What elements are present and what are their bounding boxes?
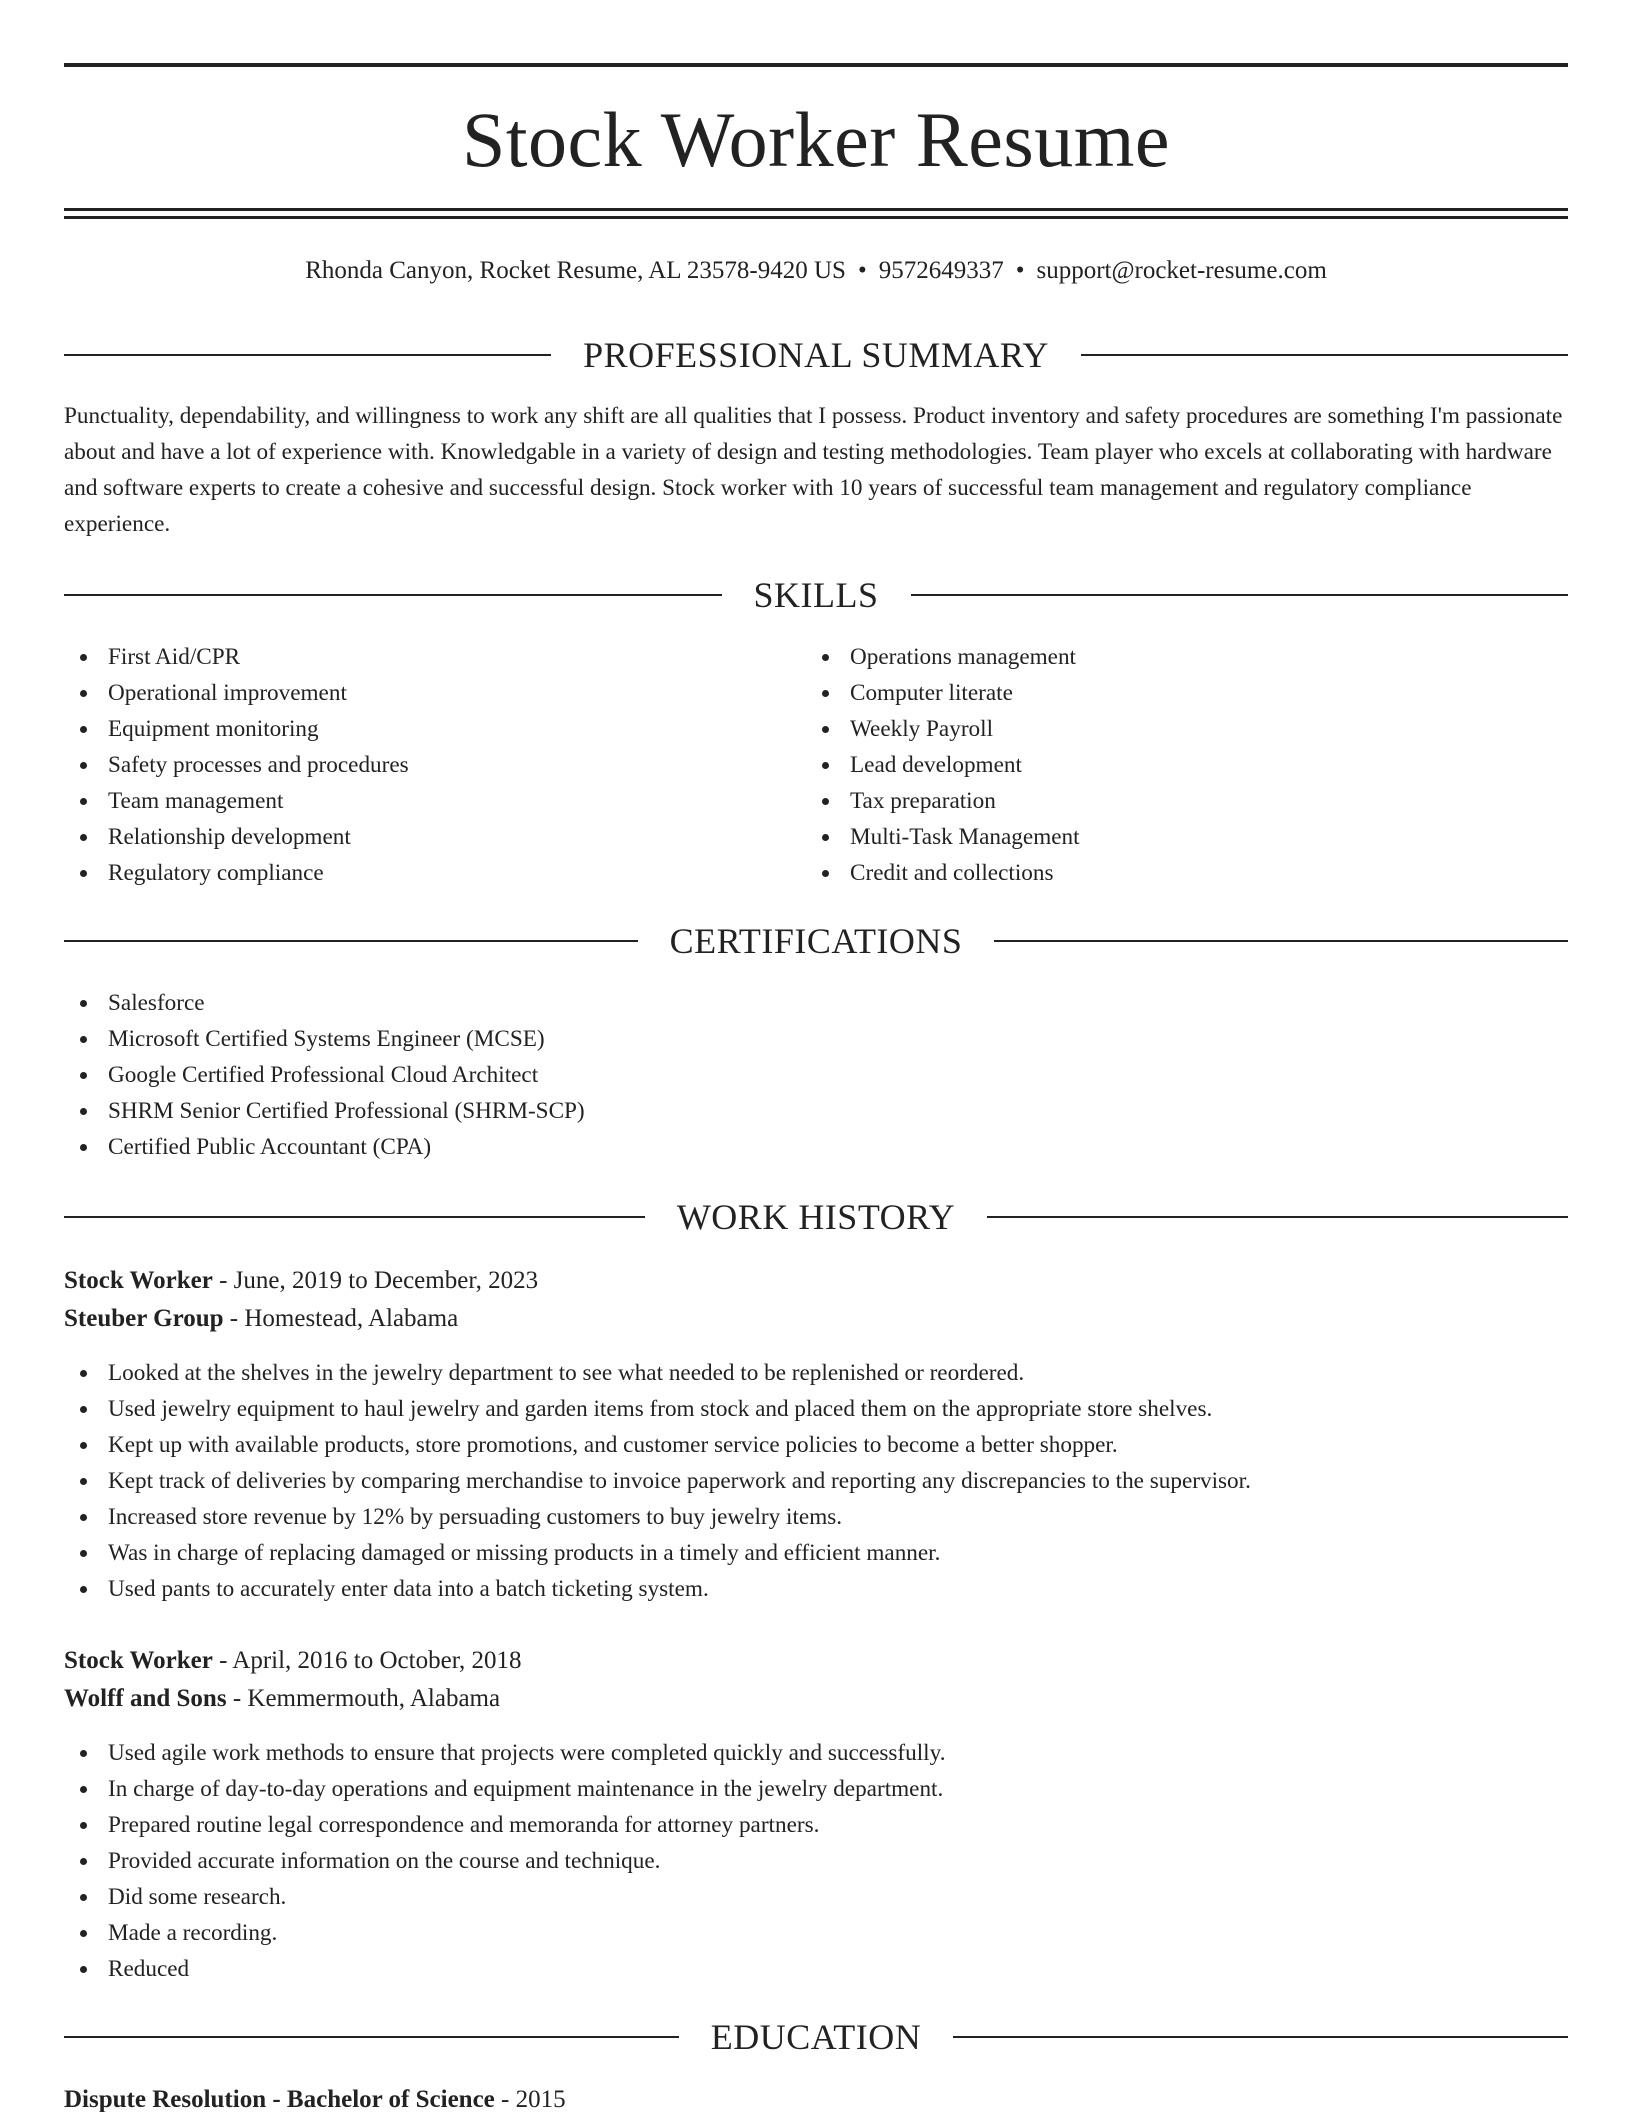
job-company-line — [64, 1681, 500, 1717]
job-duty-item: Kept up with available products, store promotions, and customer service policies to become a better shopper. — [64, 1427, 1251, 1463]
job-company: Wolff and Sons — [64, 1685, 227, 1712]
heading-rule — [911, 594, 1569, 596]
certification-item: Google Certified Professional Cloud Architect — [64, 1057, 585, 1093]
skill-item: Relationship development — [64, 819, 409, 855]
section-title: PROFESSIONAL SUMMARY — [583, 335, 1049, 375]
heading-rule — [987, 1216, 1568, 1218]
resume-page — [64, 0, 1568, 2112]
contact-address: Rhonda Canyon, Rocket Resume, AL 23578-9420 US — [305, 257, 846, 284]
title-rule-lower — [64, 216, 1568, 219]
skill-item: Operational improvement — [64, 675, 409, 711]
skill-item: Lead development — [806, 747, 1080, 783]
skill-item: First Aid/CPR — [64, 639, 409, 675]
job-duty-item: Prepared routine legal correspondence and memoranda for attorney partners. — [64, 1807, 946, 1843]
job-title: Stock Worker — [64, 1647, 213, 1674]
certification-item: Microsoft Certified Systems Engineer (MCSE) — [64, 1021, 585, 1057]
job-duties-list — [64, 1355, 1251, 1607]
skills-list-right — [806, 639, 1080, 891]
section-heading-work-history — [64, 1197, 1568, 1237]
top-rule — [64, 63, 1568, 67]
skill-item: Safety processes and procedures — [64, 747, 409, 783]
job-location: - Kemmermouth, Alabama — [226, 1685, 501, 1712]
job-duty-item: Kept track of deliveries by comparing merchandise to invoice paperwork and reporting any discrepancies to the supervisor. — [64, 1463, 1251, 1499]
skill-item: Team management — [64, 783, 409, 819]
job-duty-item: Used agile work methods to ensure that projects were completed quickly and successfully. — [64, 1735, 946, 1771]
section-heading-skills — [64, 575, 1568, 615]
education-degree: Dispute Resolution - Bachelor of Science — [64, 2086, 495, 2112]
job-title-line — [64, 1643, 522, 1679]
skill-item: Multi-Task Management — [806, 819, 1080, 855]
job-title-line — [64, 1263, 538, 1299]
contact-phone: 9572649337 — [878, 257, 1004, 284]
section-heading-summary — [64, 335, 1568, 375]
skill-item: Regulatory compliance — [64, 855, 409, 891]
heading-rule — [64, 2036, 679, 2038]
section-title: WORK HISTORY — [676, 1197, 956, 1237]
job-location: - Homestead, Alabama — [223, 1305, 459, 1332]
job-duty-item: Used pants to accurately enter data into a batch ticketing system. — [64, 1571, 1251, 1607]
education-year: - 2015 — [494, 2086, 566, 2112]
heading-rule — [64, 354, 551, 356]
contact-email[interactable]: support@rocket-resume.com — [1036, 257, 1327, 284]
job-duty-item: Looked at the shelves in the jewelry department to see what needed to be replenished or reordered. — [64, 1355, 1251, 1391]
contact-separator: • — [1015, 257, 1025, 284]
heading-rule — [64, 1216, 645, 1218]
heading-rule — [1081, 354, 1568, 356]
heading-rule — [953, 2036, 1568, 2038]
skills-list-left — [64, 639, 409, 891]
job-title: Stock Worker — [64, 1267, 213, 1294]
job-duty-item: In charge of day-to-day operations and equipment maintenance in the jewelry department. — [64, 1771, 946, 1807]
section-title: CERTIFICATIONS — [669, 921, 963, 961]
heading-rule — [64, 940, 638, 942]
heading-rule — [64, 594, 722, 596]
job-duty-item: Did some research. — [64, 1879, 946, 1915]
job-company: Steuber Group — [64, 1305, 224, 1332]
certification-item: SHRM Senior Certified Professional (SHRM-SCP) — [64, 1093, 585, 1129]
job-duty-item: Made a recording. — [64, 1915, 946, 1951]
job-duties-list — [64, 1735, 946, 1987]
summary-text: Punctuality, dependability, and willingness to work any shift are all qualities that I possess. Product inventory and safety procedures are something I'm passionate about and have a lot of experience with. Knowledgable in a variety of design and testing methodologies. Team player who excels at collaborating with hardware and software experts to create a cohesive and successful design. Stock worker with 10 years of successful team management and regulatory compliance experience. — [64, 403, 1563, 537]
resume-title: Stock Worker Resume — [462, 96, 1170, 183]
job-company-line — [64, 1301, 458, 1337]
title-rule-upper — [64, 208, 1568, 211]
job-duty-item: Reduced — [64, 1951, 946, 1987]
job-duty-item: Increased store revenue by 12% by persuading customers to buy jewelry items. — [64, 1499, 1251, 1535]
contact-line — [64, 255, 1568, 287]
skill-item: Computer literate — [806, 675, 1080, 711]
section-title: EDUCATION — [710, 2017, 922, 2057]
job-duty-item: Was in charge of replacing damaged or missing products in a timely and efficient manner. — [64, 1535, 1251, 1571]
heading-rule — [994, 940, 1568, 942]
skill-item: Credit and collections — [806, 855, 1080, 891]
certification-item: Certified Public Accountant (CPA) — [64, 1129, 585, 1165]
skill-item: Operations management — [806, 639, 1080, 675]
skill-item: Equipment monitoring — [64, 711, 409, 747]
certification-item: Salesforce — [64, 985, 585, 1021]
job-dates: - April, 2016 to October, 2018 — [212, 1647, 522, 1674]
job-dates: - June, 2019 to December, 2023 — [212, 1267, 539, 1294]
section-heading-education — [64, 2017, 1568, 2057]
section-heading-certifications — [64, 921, 1568, 961]
skill-item: Weekly Payroll — [806, 711, 1080, 747]
job-duty-item: Used jewelry equipment to haul jewelry and garden items from stock and placed them on the appropriate store shelves. — [64, 1391, 1251, 1427]
job-duty-item: Provided accurate information on the course and technique. — [64, 1843, 946, 1879]
section-title: SKILLS — [753, 575, 879, 615]
skill-item: Tax preparation — [806, 783, 1080, 819]
education-line — [64, 2082, 566, 2112]
certifications-list — [64, 985, 585, 1165]
contact-separator: • — [857, 257, 867, 284]
